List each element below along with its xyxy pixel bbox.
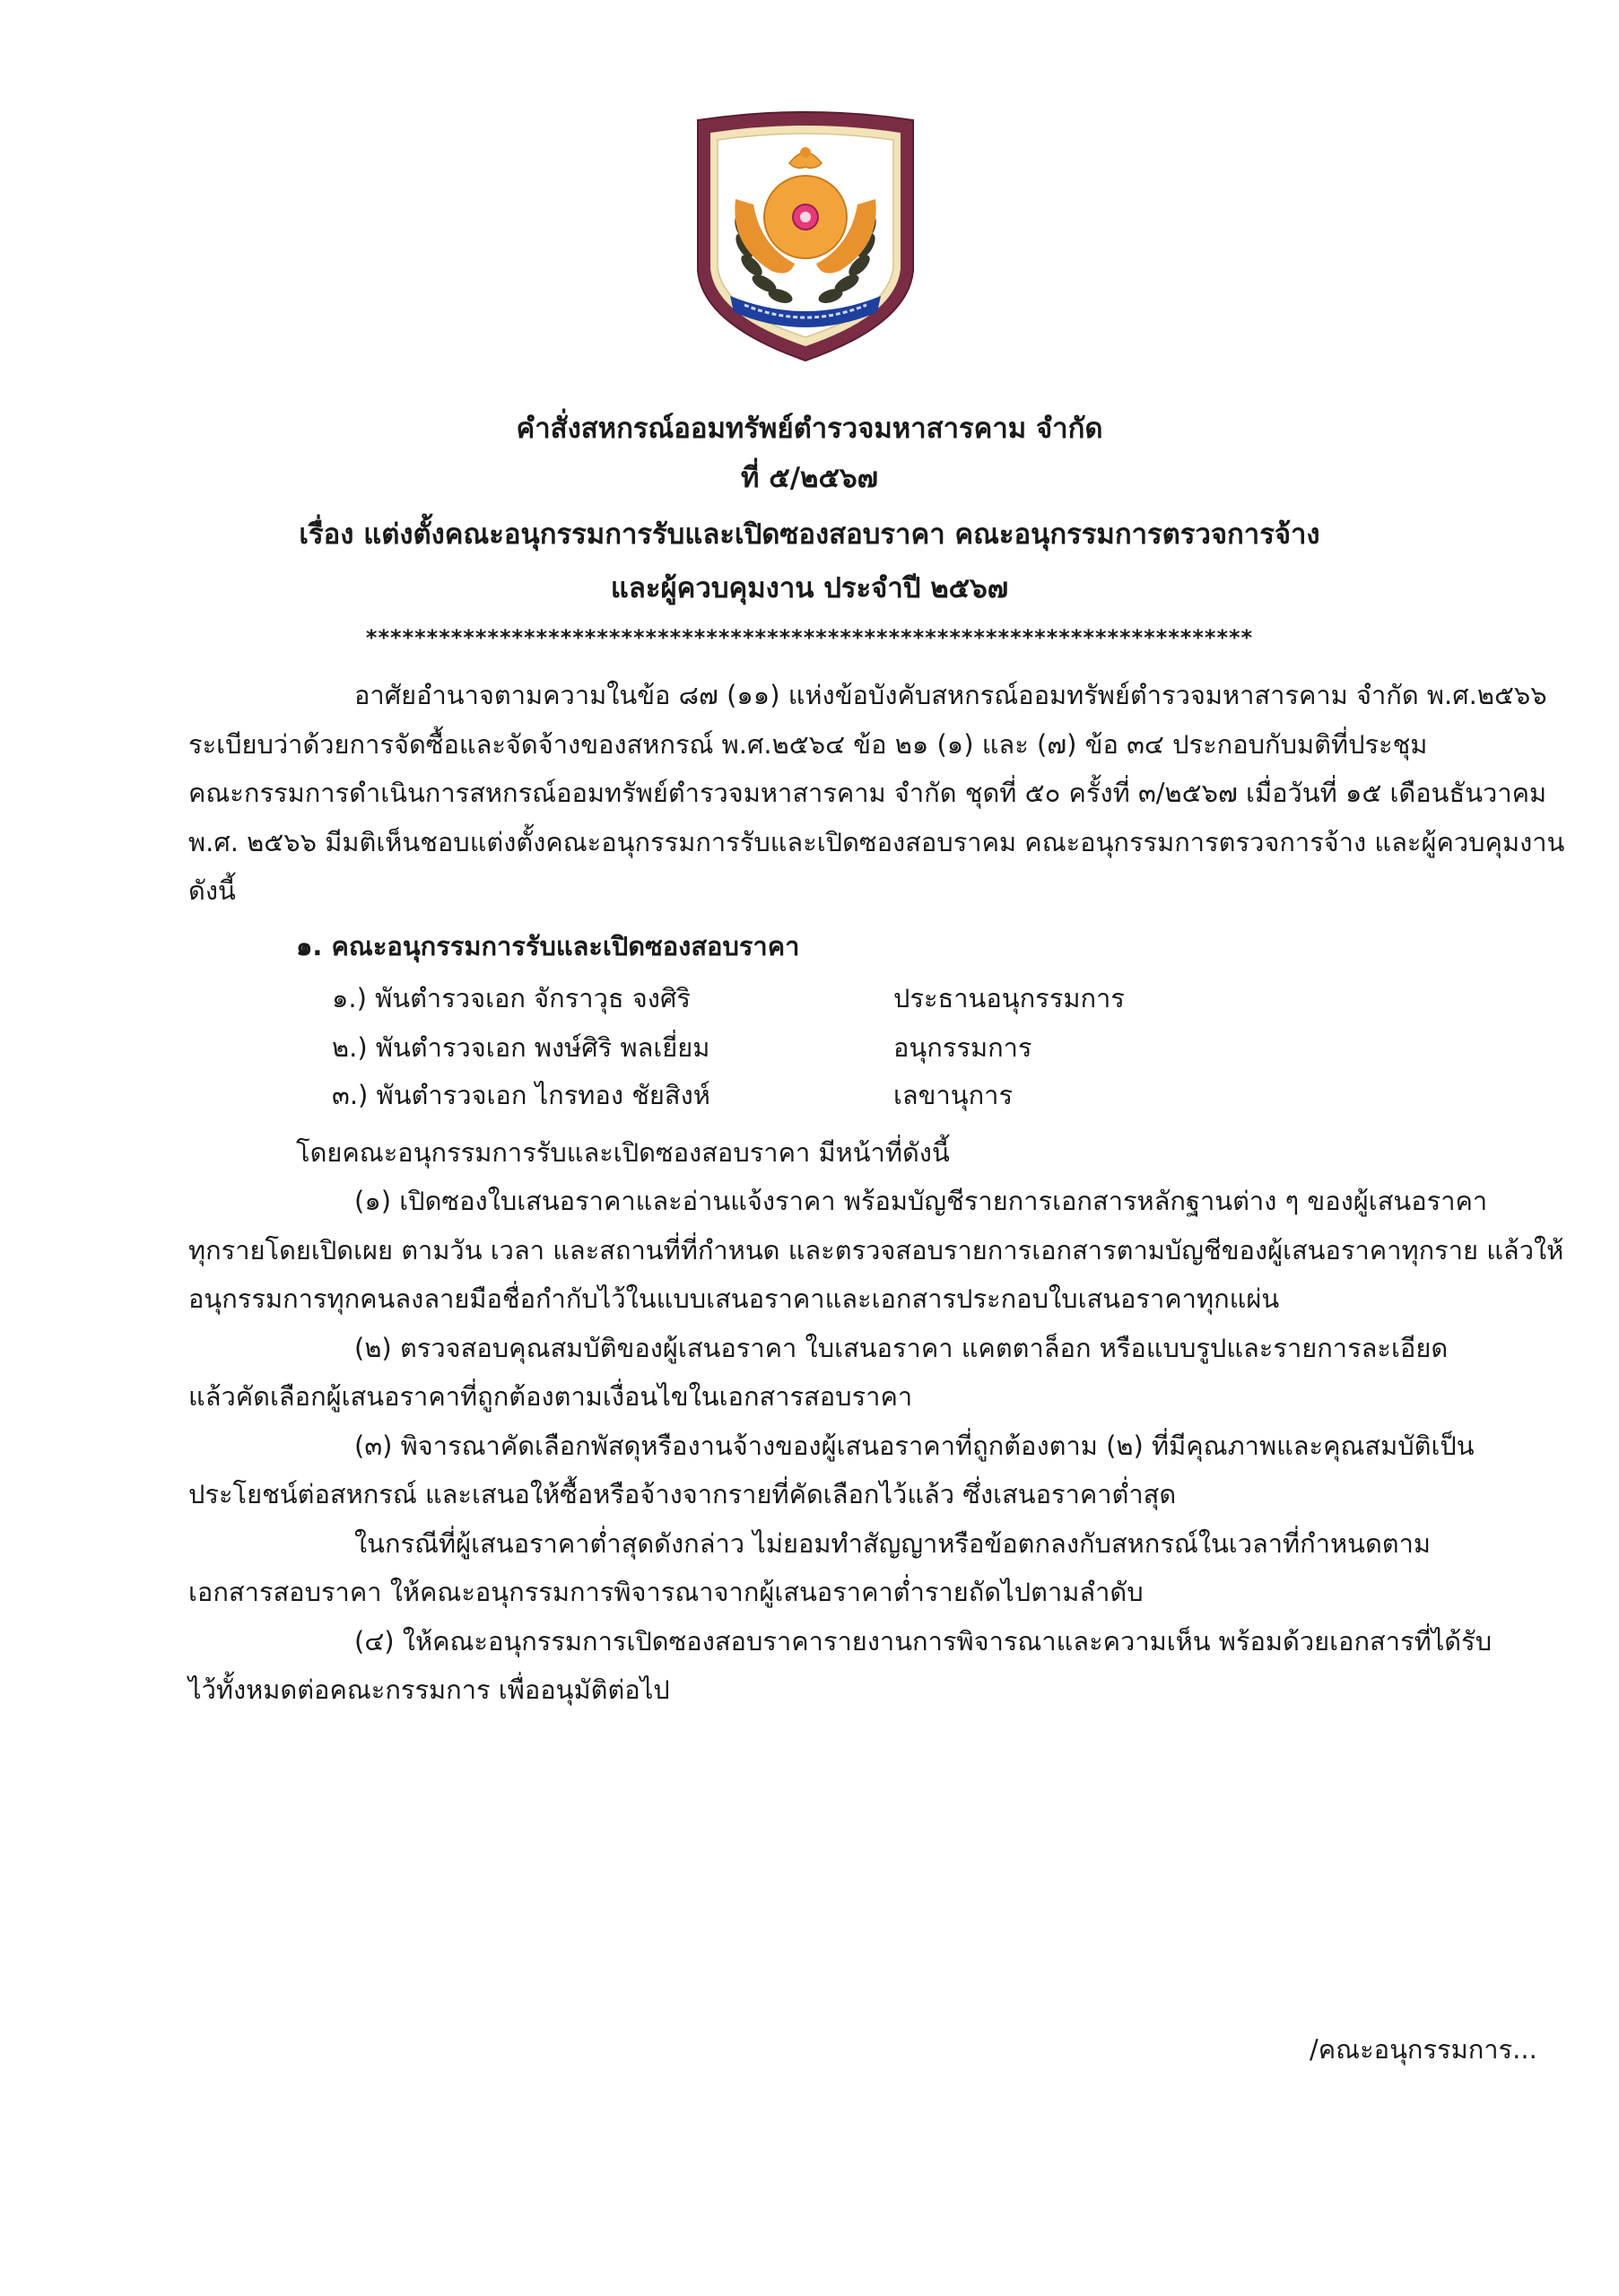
member-name: ๒.) พันตำรวจเอก พงษ์ศิริ พลเยี่ยม	[332, 1032, 710, 1063]
section-1-title: ๑. คณะอนุกรรมการรับและเปิดซองสอบราคา	[296, 931, 800, 961]
intro-line: คณะกรรมการดำเนินการสหกรณ์ออมทรัพย์ตำรวจมหาสารคาม จำกัด ชุดที่ ๕๐ ครั้งที่ ๓/๒๕๖๗ เมื่อวันที่ ๑๕ เดือนธันวาคม	[188, 778, 1547, 808]
document-title: คำสั่งสหกรณ์ออมทรัพย์ตำรวจมหาสารคาม จำกัด	[516, 413, 1103, 445]
duties-list	[188, 1177, 1564, 1715]
duty-line: (๒) ตรวจสอบคุณสมบัติของผู้เสนอราคา ใบเสนอราคา แคตตาล็อก หรือแบบรูปและรายการละเอียด	[354, 1332, 1449, 1363]
duty-line: แล้วคัดเลือกผู้เสนอราคาที่ถูกต้องตามเงื่อนไขในเอกสารสอบราคา	[188, 1381, 913, 1412]
asterisk-divider: *************************************************************************	[365, 625, 1254, 650]
member-role: เลขานุการ	[893, 1080, 1014, 1110]
duty-line: ทุกรายโดยเปิดเผย ตามวัน เวลา และสถานที่ที่กำหนด และตรวจสอบรายการเอกสารตามบัญชีของผู้เสนอราคาทุกราย แล้วให้	[188, 1234, 1564, 1265]
page-continuation: /คณะอนุกรรมการ...	[1310, 2034, 1537, 2065]
member-role: อนุกรรมการ	[893, 1032, 1032, 1063]
intro-line: พ.ศ. ๒๕๖๖ มีมติเห็นชอบแต่งตั้งคณะอนุกรรมการรับและเปิดซองสอบราคม คณะอนุกรรมการตรวจการจ้าง และผู้ควบคุมงาน	[188, 826, 1565, 857]
subject-line-1: เรื่อง แต่งตั้งคณะอนุกรรมการรับและเปิดซองสอบราคา คณะอนุกรรมการตรวจการจ้าง	[299, 518, 1320, 551]
member-role: ประธานอนุกรรมการ	[893, 983, 1125, 1013]
member-name: ๓.) พันตำรวจเอก ไกรทอง ชัยสิงห์	[332, 1080, 710, 1110]
intro-line: ดังนี้	[188, 875, 236, 906]
duty-line: ประโยชน์ต่อสหกรณ์ และเสนอให้ซื้อหรือจ้างจากรายที่คัดเลือกไว้แล้ว ซึ่งเสนอราคาต่ำสุด	[188, 1479, 1177, 1509]
member-name: ๑.) พันตำรวจเอก จักราวุธ จงศิริ	[332, 983, 691, 1013]
duty-line: (๑) เปิดซองใบเสนอราคาและอ่านแจ้งราคา พร้อมบัญชีรายการเอกสารหลักฐานต่าง ๆ ของผู้เสนอราคา	[354, 1186, 1488, 1216]
member-row	[332, 1027, 1498, 1063]
intro-line: อาศัยอำนาจตามความในข้อ ๘๗ (๑๑) แห่งข้อบังคับสหกรณ์ออมทรัพย์ตำรวจมหาสารคาม จำกัด พ.ศ.๒๕๖๖	[354, 680, 1547, 710]
duty-line: (๓) พิจารณาคัดเลือกพัสดุหรืองานจ้างของผู้เสนอราคาที่ถูกต้องตาม (๒) ที่มีคุณภาพและคุณสมบัติเป็น	[354, 1430, 1475, 1461]
intro-line: ระเบียบว่าด้วยการจัดซื้อและจัดจ้างของสหกรณ์ พ.ศ.๒๕๖๔ ข้อ ๒๑ (๑) และ (๗) ข้อ ๓๔ ประกอบกับมติที่ประชุม	[188, 728, 1428, 760]
member-row	[332, 978, 1498, 1013]
duty-line: เอกสารสอบราคา ให้คณะอนุกรรมการพิจารณาจากผู้เสนอราคาต่ำรายถัดไปตามลำดับ	[188, 1577, 1144, 1607]
subject-line-2: และผู้ควบคุมงาน ประจำปี ๒๕๖๗	[610, 572, 1009, 604]
intro-paragraph	[188, 671, 1565, 916]
duty-line: อนุกรรมการทุกคนลงลายมือชื่อกำกับไว้ในแบบเสนอราคาและเอกสารประกอบใบเสนอราคาทุกแผ่น	[188, 1283, 1280, 1314]
duty-line: (๔) ให้คณะอนุกรรมการเปิดซองสอบราคารายงานการพิจารณาและความเห็น พร้อมด้วยเอกสารที่ได้รับ	[354, 1625, 1493, 1657]
duty-line: ไว้ทั้งหมดต่อคณะกรรมการ เพื่ออนุมัติต่อไป	[188, 1674, 670, 1705]
cooperative-emblem-logo	[689, 111, 922, 367]
duties-intro: โดยคณะอนุกรรมการรับและเปิดซองสอบราคา มีหน้าที่ดังนี้	[296, 1137, 950, 1168]
member-row	[332, 1074, 1498, 1110]
duty-line: ในกรณีที่ผู้เสนอราคาต่ำสุดดังกล่าว ไม่ยอมทำสัญญาหรือข้อตกลงกับสหกรณ์ในเวลาที่กำหนดตาม	[354, 1527, 1432, 1559]
order-number: ที่ ๕/๒๕๖๗	[741, 462, 878, 494]
